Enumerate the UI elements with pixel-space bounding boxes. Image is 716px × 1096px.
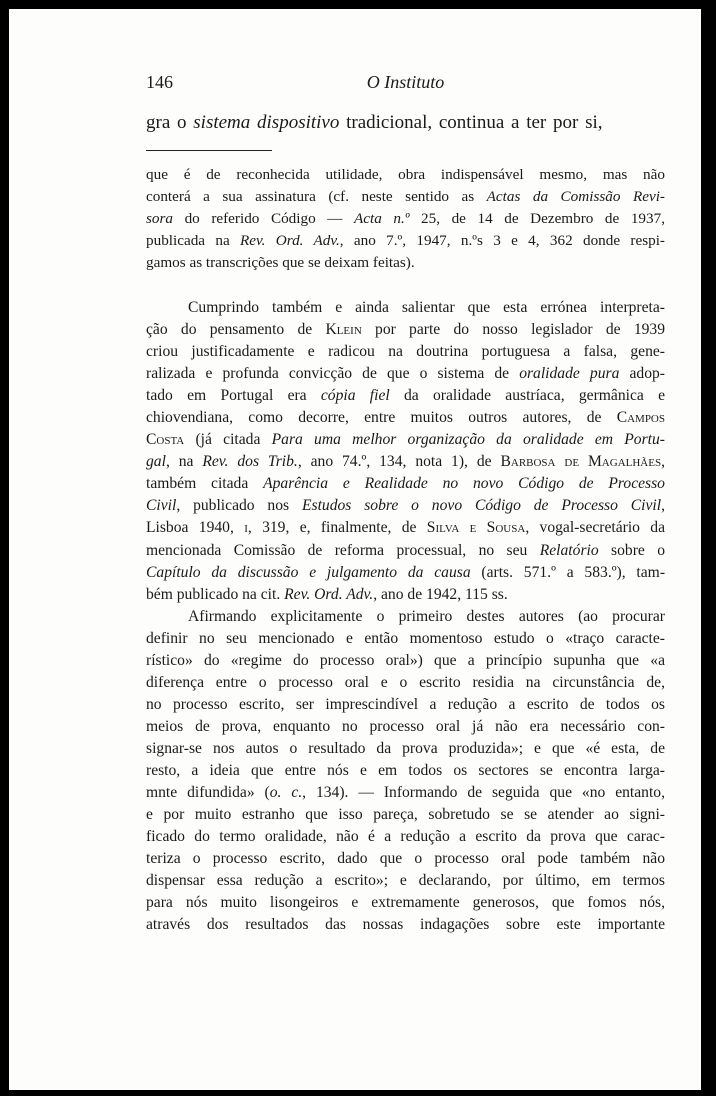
text-line: tado em Portugal era cópia fiel da oralidade austríaca, germânica e bbox=[146, 387, 666, 405]
text-line: rístico» do «regime do processo oral») que a princípio supunha que «a bbox=[146, 651, 665, 669]
page-number: 146 bbox=[146, 72, 173, 92]
continued-text bbox=[146, 111, 665, 135]
text-line: definir no seu mencionado e então momentoso estudo o «traço caracte- bbox=[146, 629, 665, 647]
text-line: Civil, publicado nos Estudos sobre o novo Código de Processo Civil, bbox=[146, 497, 666, 515]
text-line: também citada Aparência e Realidade no novo Código de Processo bbox=[146, 475, 665, 493]
text-line: dispensar essa redução a escrito»; e declarando, por último, em termos bbox=[146, 872, 665, 890]
text-line: ficado do termo oralidade, não é a redução a escrito da prova que carac- bbox=[146, 828, 665, 846]
text-line: meios de prova, enquanto no processo oral já não era necessário con- bbox=[146, 717, 665, 735]
text-line: no processo escrito, ser imprescindível a redução a escrito de todos os bbox=[146, 695, 665, 713]
paragraph-1 bbox=[146, 297, 665, 606]
text-line: gal, na Rev. dos Trib., ano 74.º, 134, nota 1), de Barbosa de Magalhães, bbox=[146, 453, 665, 471]
text-line: chiovendiana, como decorre, entre muitos outros autores, de Campos bbox=[146, 409, 665, 427]
text-line: publicada na Rev. Ord. Adv., ano 7.º, 1947, n.ºs 3 e 4, 362 donde respi- bbox=[146, 232, 665, 249]
text-line: Afirmando explicitamente o primeiro destes autores (ao procurar bbox=[188, 607, 665, 625]
text-line: ção do pensamento de Klein por parte do nosso legislador de 1939 bbox=[146, 321, 666, 339]
text-line: que é de reconhecida utilidade, obra indispensável mesmo, mas não bbox=[146, 166, 665, 183]
text-line: resto, a ideia que entre nós e em todos os sectores se encontra larga- bbox=[146, 761, 665, 779]
body-text bbox=[146, 297, 665, 936]
footnote bbox=[146, 164, 665, 274]
text-line: Cumprindo também e ainda salientar que esta errónea interpreta- bbox=[188, 299, 665, 316]
text-line: e por muito estranho que isso pareça, sobretudo se se atender ao signi- bbox=[146, 806, 665, 824]
page-header bbox=[146, 71, 665, 93]
text-line: signar-se nos autos o resultado da prova produzida»; e que «é esta, de bbox=[146, 739, 665, 757]
paragraph-2 bbox=[146, 606, 665, 937]
text-line: mnte difundida» (o. c., 134). — Informando de seguida que «no entanto, bbox=[146, 784, 665, 802]
text-line: para nós muito lisongeiros e extremamente generosos, que fomos nós, bbox=[146, 894, 665, 912]
text-line: diferença entre o processo oral e o escrito residia na circunstância de, bbox=[146, 673, 665, 691]
text-line: gamos as transcrições que se deixam feitas). bbox=[146, 254, 415, 271]
running-title: O Instituto bbox=[366, 72, 445, 92]
text-line: Lisboa 1940, i, 319, e, finalmente, de Silva e Sousa, vogal-secretário da bbox=[146, 519, 666, 537]
text-line: mencionada Comissão de reforma processual, no seu Relatório sobre o bbox=[146, 541, 665, 559]
text-line: Costa (já citada Para uma melhor organização da oralidade em Portu- bbox=[146, 431, 665, 449]
text-line: conterá a sua assinatura (cf. neste sentido as Actas da Comissão Revi- bbox=[146, 188, 665, 205]
text-line: teriza o processo escrito, dado que o processo oral pode também não bbox=[146, 850, 665, 868]
text-line: gra o sistema dispositivo tradicional, continua a ter por si, bbox=[146, 112, 603, 133]
text-line: Capítulo da discussão e julgamento da causa (arts. 571.º a 583.º), tam- bbox=[146, 563, 666, 581]
text-line: criou justificadamente e radicou na doutrina portuguesa a falsa, gene- bbox=[146, 343, 665, 361]
footnote-rule bbox=[146, 150, 272, 151]
book-page bbox=[9, 9, 701, 1090]
text-line: sora do referido Código — Acta n.º 25, de 14 de Dezembro de 1937, bbox=[146, 210, 665, 227]
text-line: através dos resultados das nossas indagações sobre este importante bbox=[146, 916, 665, 934]
text-line: bém publicado na cit. Rev. Ord. Adv., ano de 1942, 115 ss. bbox=[146, 585, 508, 603]
text-line: ralizada e profunda convicção de que o sistema de oralidade pura adop- bbox=[146, 365, 665, 383]
